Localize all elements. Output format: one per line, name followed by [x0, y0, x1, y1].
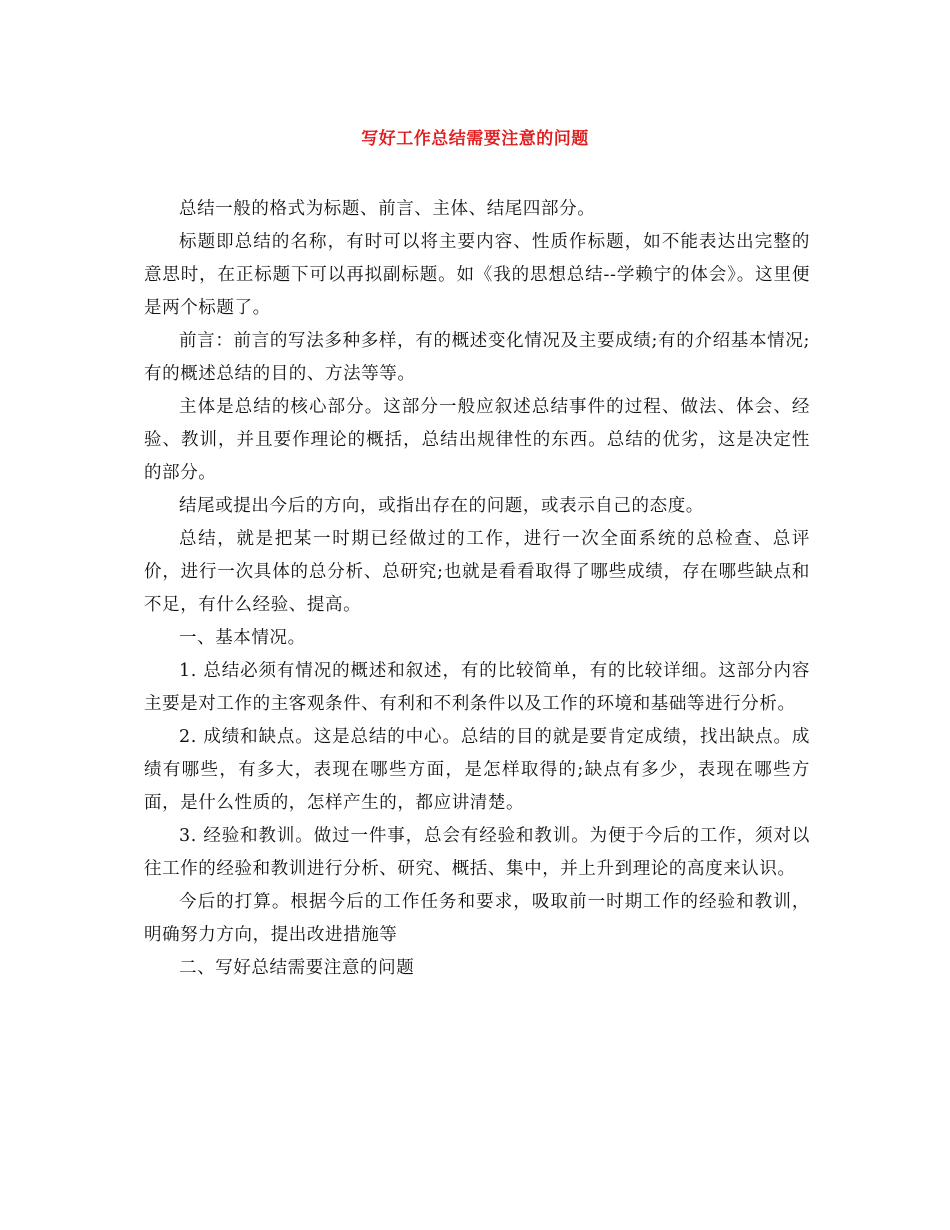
document-title: 写好工作总结需要注意的问题: [361, 129, 589, 149]
paragraph-main-body-section: 主体是总结的核心部分。这部分一般应叙述总结事件的过程、做法、体会、经验、教训，并且要作理论的概括，总结出规律性的东西。总结的优劣，这是决定性的部分。: [144, 397, 810, 483]
list-item-experience-lessons: 3. 经验和教训。做过一件事，总会有经验和教训。为便于今后的工作，须对以往工作的经验和教训进行分析、研究、概括、集中，并上升到理论的高度来认识。: [144, 826, 810, 879]
heading-basic-situation: 一、基本情况。: [179, 628, 306, 648]
heading-writing-notes: 二、写好总结需要注意的问题: [179, 958, 415, 978]
paragraph-future-plans: 今后的打算。根据今后的工作任务和要求，吸取前一时期工作的经验和教训，明确努力方向，提出改进措施等: [144, 892, 810, 945]
paragraph-title-section: 标题即总结的名称，有时可以将主要内容、性质作标题，如不能表达出完整的意思时，在正标题下可以再拟副标题。如《我的思想总结--学赖宁的体会》。这里便是两个标题了。: [144, 232, 810, 318]
document-body: [144, 193, 810, 985]
paragraph-preface-section: 前言：前言的写法多种多样，有的概述变化情况及主要成绩;有的介绍基本情况;有的概述总结的目的、方法等等。: [144, 331, 810, 384]
list-item-achievements-shortcomings: 2. 成绩和缺点。这是总结的中心。总结的目的就是要肯定成绩，找出缺点。成绩有哪些，有多大，表现在哪些方面，是怎样取得的;缺点有多少，表现在哪些方面，是什么性质的，怎样产生的，都应讲清楚。: [144, 727, 810, 813]
paragraph-summary-definition: 总结，就是把某一时期已经做过的工作，进行一次全面系统的总检查、总评价，进行一次具体的总分析、总研究;也就是看看取得了哪些成绩，存在哪些缺点和不足，有什么经验、提高。: [144, 529, 810, 615]
paragraph-ending-section: 结尾或提出今后的方向，或指出存在的问题，或表示自己的态度。: [179, 496, 704, 516]
list-item-situation-overview: 1. 总结必须有情况的概述和叙述，有的比较简单，有的比较详细。这部分内容主要是对工作的主客观条件、有利和不利条件以及工作的环境和基础等进行分析。: [144, 661, 810, 714]
paragraph-format-overview: 总结一般的格式为标题、前言、主体、结尾四部分。: [179, 199, 596, 219]
